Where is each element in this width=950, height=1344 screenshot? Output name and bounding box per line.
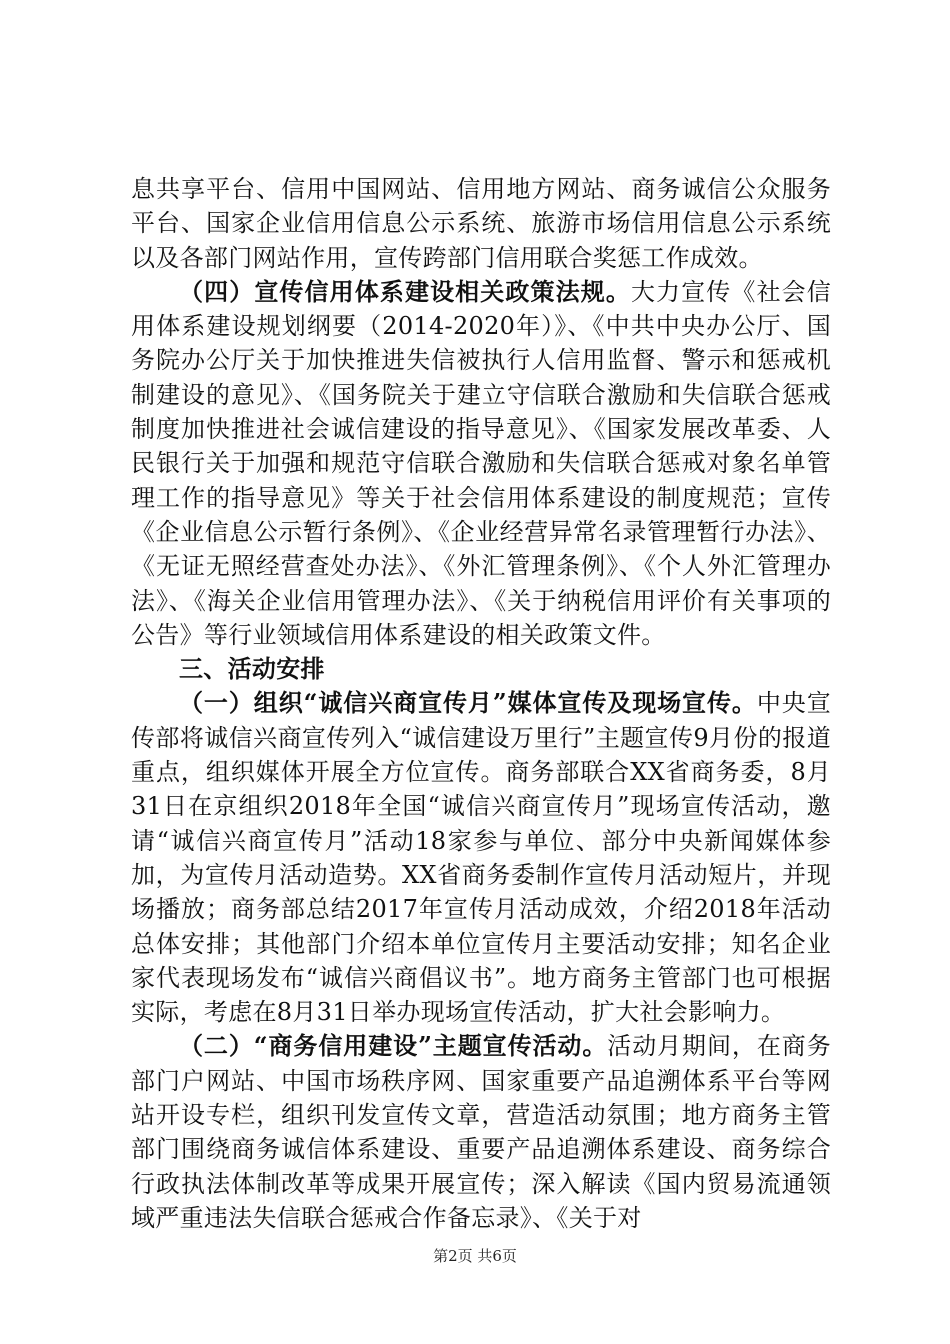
document-body	[131, 172, 831, 1235]
page-footer: 第2页 共6页	[433, 1247, 517, 1265]
section-heading: （二）“商务信用建设”主题宣传活动。	[179, 1031, 608, 1061]
section-heading: （一）组织“诚信兴商宣传月”媒体宣传及现场宣传。	[179, 688, 757, 718]
paragraph-text: 中央宣传部将诚信兴商宣传列入“诚信建设万里行”主题宣传9月份的报道重点，组织媒体开展全方位宣传。商务部联合XX省商务委，8月31日在京组织2018年全国“诚信兴商宣传月”现场宣传活动，邀请“诚信兴商宣传月”活动18家参与单位、部分中央新闻媒体参加，为宣传月活动造势。XX省商务委制作宣传月活动短片，并现场播放；商务部总结2017年宣传月活动成效，介绍2018年活动总体安排；其他部门介绍本单位宣传月主要活动安排；知名企业家代表现场发布“诚信兴商倡议书”。地方商务主管部门也可根据实际，考虑在8月31日举办现场宣传活动，扩大社会影响力。	[131, 689, 831, 1027]
section-heading: （四）宣传信用体系建设相关政策法规。	[179, 276, 631, 306]
paragraph-continuation	[131, 172, 831, 275]
paragraph-text: 大力宣传《社会信用体系建设规划纲要（2014-2020年）》、《中共中央办公厅、国务院办公厅关于加快推进失信被执行人信用监督、警示和惩戒机制建设的意见》、《国务院关于建立守信联合激励和失信联合惩戒制度加快推进社会诚信建设的指导意见》、《国家发展改革委、人民银行关于加强和规范守信联合激励和失信联合惩戒对象名单管理工作的指导意见》等关于社会信用体系建设的制度规范；宣传《企业信息公示暂行条例》、《企业经营异常名录管理暂行办法》、《无证无照经营查处办法》、《外汇管理条例》、《个人外汇管理办法》、《海关企业信用管理办法》、《关于纳税信用评价有关事项的公告》等行业领域信用体系建设的相关政策文件。	[131, 277, 831, 649]
paragraph-text: 息共享平台、信用中国网站、信用地方网站、商务诚信公众服务平台、国家企业信用信息公示系统、旅游市场信用信息公示系统以及各部门网站作用，宣传跨部门信用联合奖惩工作成效。	[131, 175, 831, 272]
paragraph-section-4	[131, 275, 831, 652]
paragraph-chapter-3	[131, 652, 831, 686]
paragraph-item-2	[131, 1029, 831, 1235]
chapter-heading: 三、活动安排	[179, 654, 325, 684]
paragraph-text: 活动月期间，在商务部门户网站、中国市场秩序网、国家重要产品追溯体系平台等网站开设专栏，组织刊发宣传文章，营造活动氛围；地方商务主管部门围绕商务诚信体系建设、重要产品追溯体系建设、商务综合行政执法体制改革等成果开展宣传；深入解读《国内贸易流通领域严重违法失信联合惩戒合作备忘录》、《关于对	[131, 1032, 831, 1232]
paragraph-item-1	[131, 686, 831, 1029]
